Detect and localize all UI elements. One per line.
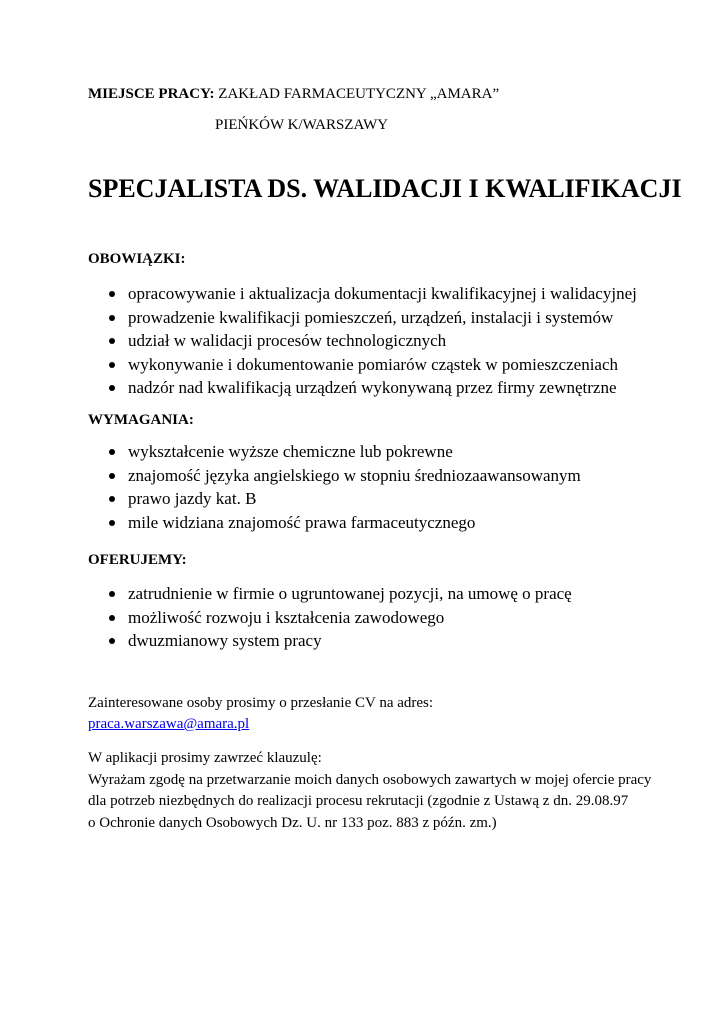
workplace-line bbox=[88, 86, 499, 103]
offer-list bbox=[104, 582, 572, 653]
clause-line: o Ochronie danych Osobowych Dz. U. nr 133 poz. 883 z późn. zm.) bbox=[88, 814, 497, 831]
bullet-icon bbox=[109, 591, 115, 597]
bullet-icon bbox=[109, 496, 115, 502]
bullet-icon bbox=[109, 315, 115, 321]
bullet-icon bbox=[109, 615, 115, 621]
bullet-icon bbox=[109, 638, 115, 644]
list-item: nadzór nad kwalifikacją urządzeń wykonywaną przez firmy zewnętrzne bbox=[104, 376, 637, 400]
workplace-label: MIEJSCE PRACY: bbox=[88, 86, 215, 102]
list-item: prowadzenie kwalifikacji pomieszczeń, urządzeń, instalacji i systemów bbox=[104, 306, 637, 330]
bullet-icon bbox=[109, 362, 115, 368]
contact-intro: Zainteresowane osoby prosimy o przesłanie CV na adres: bbox=[88, 695, 434, 711]
list-item: opracowywanie i aktualizacja dokumentacji kwalifikacyjnej i walidacyjnej bbox=[104, 282, 637, 306]
clause-block bbox=[88, 748, 651, 834]
list-item: dwuzmianowy system pracy bbox=[104, 629, 572, 653]
clause-line: Wyrażam zgodę na przetwarzanie moich danych osobowych zawartych w mojej ofercie pracy bbox=[88, 771, 652, 788]
clause-line: dla potrzeb niezbędnych do realizacji procesu rekrutacji (zgodnie z Ustawą z dn. 29.08.97 bbox=[88, 793, 629, 809]
job-title: SPECJALISTA DS. WALIDACJI I KWALIFIKACJI bbox=[88, 174, 682, 203]
list-item: znajomość języka angielskiego w stopniu średniozaawansowanym bbox=[104, 464, 581, 488]
workplace-name: ZAKŁAD FARMACEUTYCZNY „AMARA” bbox=[218, 86, 500, 102]
list-item: wykształcenie wyższe chemiczne lub pokrewne bbox=[104, 440, 581, 464]
bullet-icon bbox=[109, 473, 115, 479]
duties-heading: OBOWIĄZKI: bbox=[88, 251, 186, 267]
offer-heading: OFERUJEMY: bbox=[88, 552, 187, 568]
email-link[interactable]: praca.warszawa@amara.pl bbox=[88, 716, 250, 732]
contact-block bbox=[88, 693, 433, 735]
list-item: możliwość rozwoju i kształcenia zawodowego bbox=[104, 606, 572, 630]
list-item: udział w walidacji procesów technologicznych bbox=[104, 329, 637, 353]
list-item: prawo jazdy kat. B bbox=[104, 487, 581, 511]
bullet-icon bbox=[109, 338, 115, 344]
bullet-icon bbox=[109, 291, 115, 297]
bullet-icon bbox=[109, 385, 115, 391]
bullet-icon bbox=[109, 449, 115, 455]
bullet-icon bbox=[109, 520, 115, 526]
requirements-list bbox=[104, 440, 581, 534]
requirements-heading: WYMAGANIA: bbox=[88, 412, 194, 428]
workplace-location: PIEŃKÓW K/WARSZAWY bbox=[215, 117, 389, 133]
list-item: mile widziana znajomość prawa farmaceutycznego bbox=[104, 511, 581, 535]
list-item: zatrudnienie w firmie o ugruntowanej pozycji, na umowę o pracę bbox=[104, 582, 572, 606]
duties-list bbox=[104, 282, 637, 400]
clause-intro: W aplikacji prosimy zawrzeć klauzulę: bbox=[88, 750, 322, 766]
list-item: wykonywanie i dokumentowanie pomiarów cząstek w pomieszczeniach bbox=[104, 353, 637, 377]
